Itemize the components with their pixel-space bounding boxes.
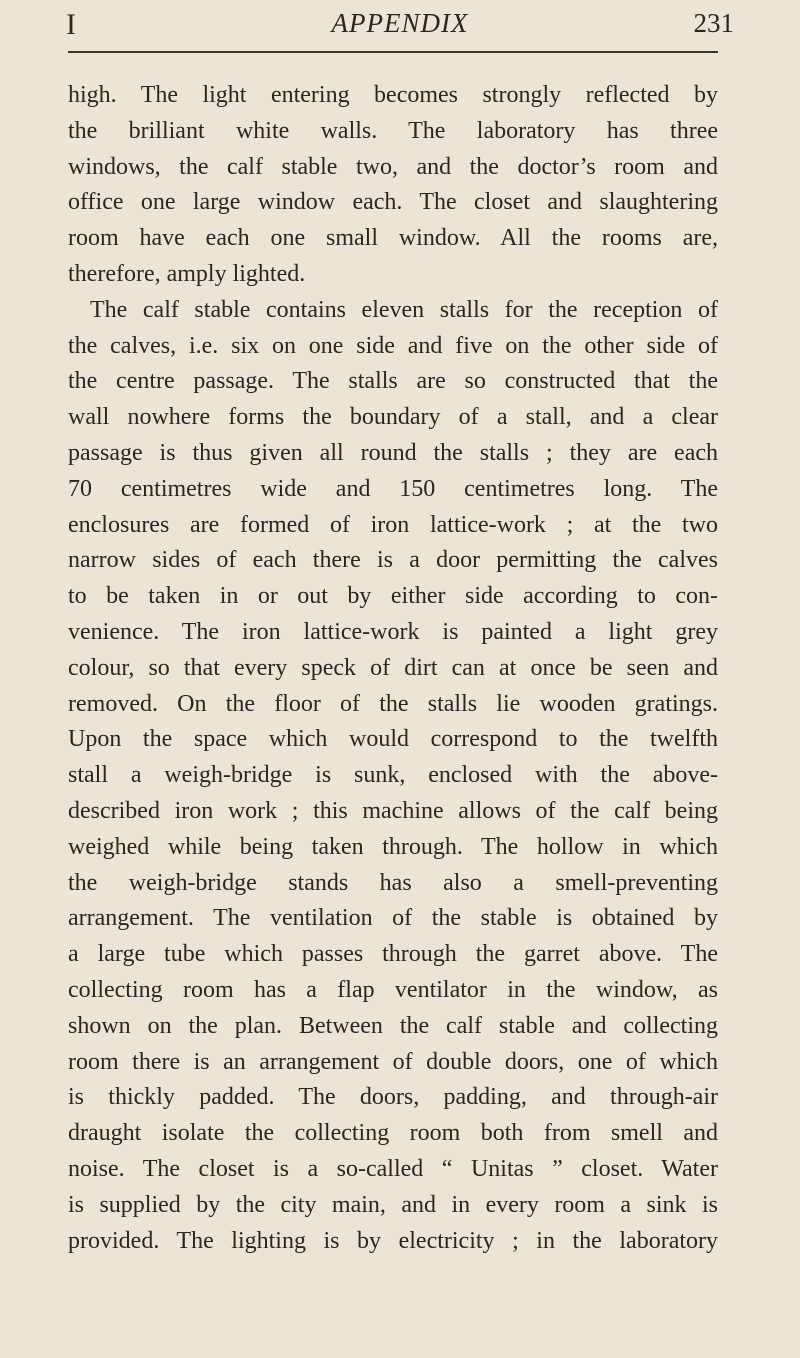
text-line: wall nowhere forms the boundary of a stall, and a clear [68,404,718,431]
text-line: is thickly padded. The doors, padding, and through-air [68,1084,718,1111]
text-line: is supplied by the city main, and in every room a sink is [68,1191,718,1218]
text-line: removed. On the floor of the stalls lie wooden gratings. [68,690,718,717]
text-line: enclosures are formed of iron lattice-work ; at the two [68,511,718,538]
header-left-mark: I [66,8,76,41]
text-line: weighed while being taken through. The hollow in which [68,833,718,860]
text-line: stall a weigh-bridge is sunk, enclosed with the above- [68,762,718,789]
text-line: windows, the calf stable two, and the doctor’s room and [68,153,718,180]
text-line: colour, so that every speck of dirt can at once be seen and [68,654,718,681]
text-line: narrow sides of each there is a door permitting the calves [68,547,718,574]
text-line: the centre passage. The stalls are so constructed that the [68,368,718,395]
text-line: therefore, amply lighted. [68,260,306,287]
text-line: passage is thus given all round the stalls ; they are each [68,439,718,466]
running-header [0,8,800,48]
text-line: noise. The closet is a so-called “ Unitas ” closet. Water [68,1155,718,1182]
text-line: Upon the space which would correspond to the twelfth [68,726,718,753]
text-line: the brilliant white walls. The laboratory has three [68,117,718,144]
text-line: shown on the plan. Between the calf stable and collecting [68,1012,718,1039]
text-line: room have each one small window. All the rooms are, [68,225,718,252]
text-line: room there is an arrangement of double doors, one of which [68,1048,718,1075]
running-title: APPENDIX [331,8,469,38]
text-line: 70 centimetres wide and 150 centimetres long. The [68,475,718,502]
text-line: high. The light entering becomes strongly reflected by [68,82,718,108]
text-line: described iron work ; this machine allows of the calf being [68,797,718,824]
text-line: a large tube which passes through the garret above. The [68,941,718,968]
text-line: collecting room has a flap ventilator in the window, as [68,976,718,1003]
text-line: arrangement. The ventilation of the stable is obtained by [68,905,718,932]
body-text [68,78,718,1259]
text-line: provided. The lighting is by electricity ; in the laboratory [68,1227,718,1254]
text-line: the calves, i.e. six on one side and five on the other side of [68,332,718,359]
text-line: the weigh-bridge stands has also a smell-preventing [68,869,718,896]
text-line: venience. The iron lattice-work is painted a light grey [68,618,718,645]
header-rule [68,51,718,53]
text-line: draught isolate the collecting room both from smell and [68,1120,718,1147]
text-line: to be taken in or out by either side according to con- [68,583,718,610]
page-number: 231 [693,8,734,38]
text-line: The calf stable contains eleven stalls for the reception of [90,296,718,323]
text-line: office one large window each. The closet and slaughtering [68,189,718,216]
